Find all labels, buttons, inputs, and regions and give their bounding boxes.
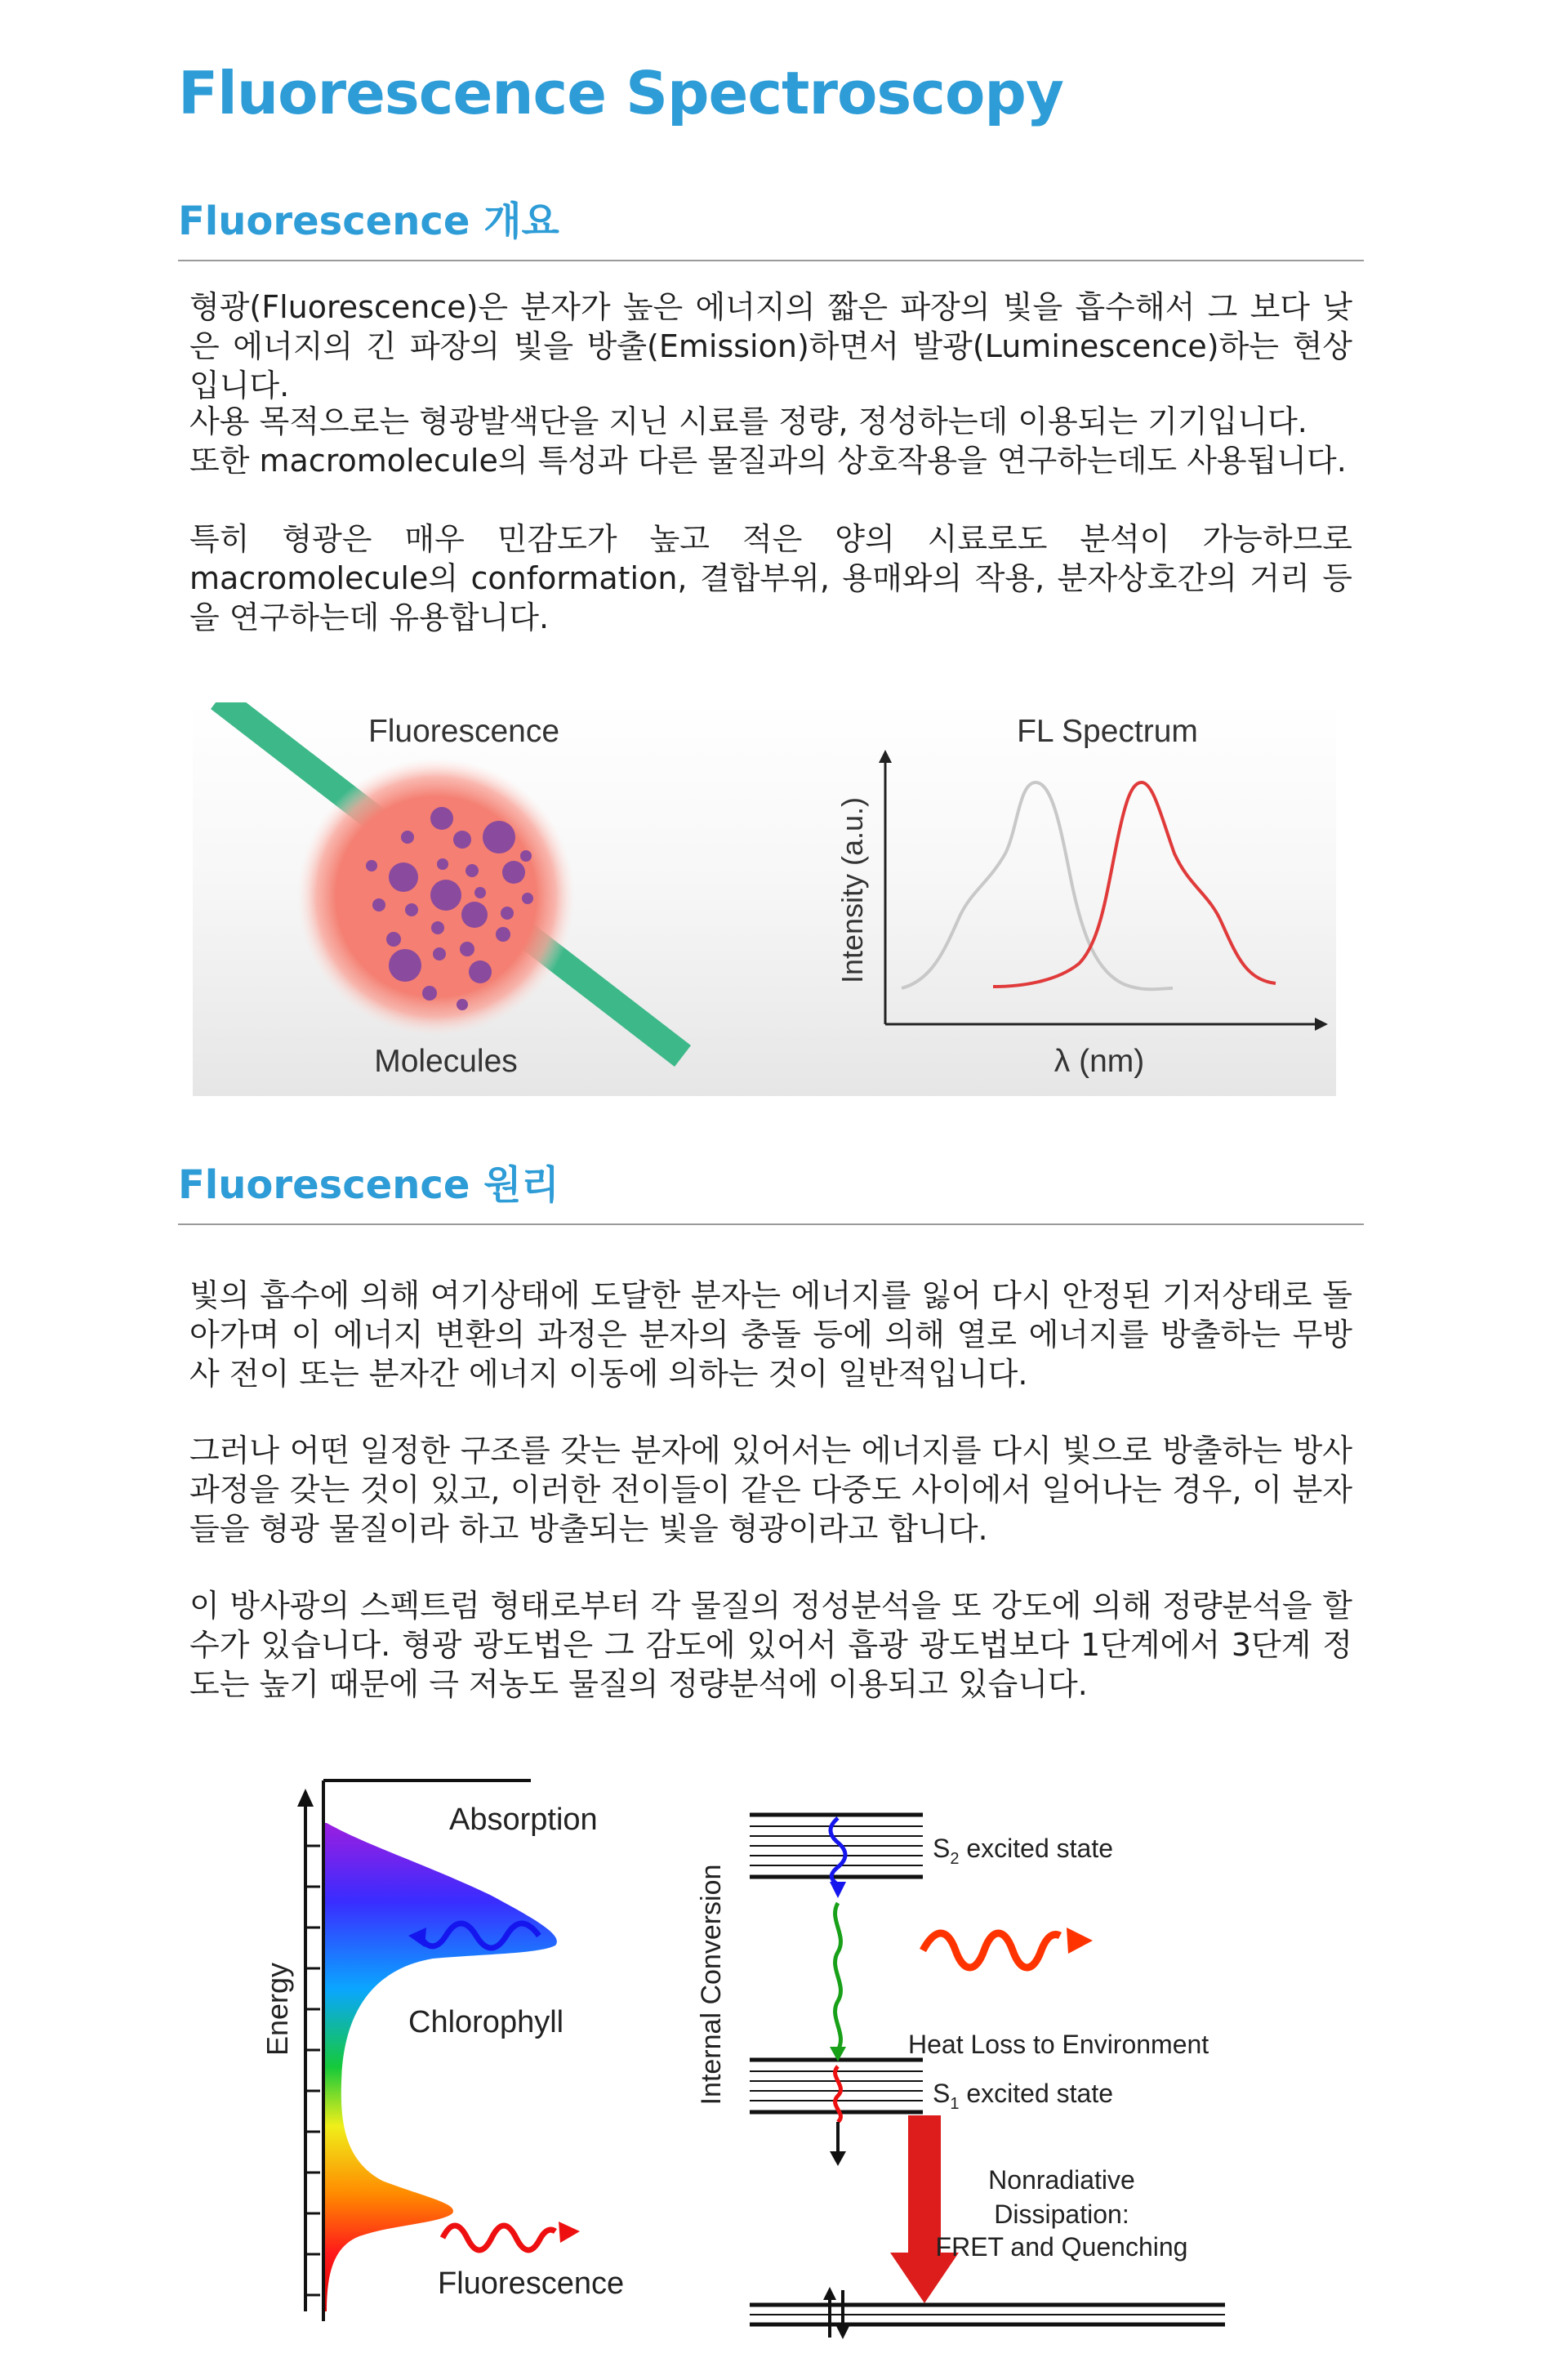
section-heading-principle: Fluorescence 원리 xyxy=(178,1162,559,1208)
spectrum-y-label: Intensity (a.u.) xyxy=(835,796,869,984)
ground-down-arrow-icon xyxy=(836,2326,849,2339)
energy-diagram xyxy=(245,1772,1323,2344)
paragraph-deexcitation: 빛의 흡수에 의해 여기상태에 도달한 분자는 에너지를 잃어 다시 안정된 기저상태로 돌아가며 이 에너지 변환의 과정은 분자의 충돌 등에 의해 열로 에너지를 방출하는 무방사 전이 또는 분자간 에너지 이동에 의하는 것이 일반적입니다. xyxy=(189,1277,1352,1392)
paragraph-analysis: 이 방사광의 스펙트럼 형태로부터 각 물질의 정성분석을 또 강도에 의해 정량분석을 할 수가 있습니다. 형광 광도법은 그 감도에 있어서 흡광 광도법보다 1단계에서 3단계 정도는 높기 때문에 극 저농도 물질의 정량분석에 이용되고 있습니다. xyxy=(189,1588,1352,1702)
chlorophyll-spectrum xyxy=(325,1823,557,2311)
spectrum-title: FL Spectrum xyxy=(1017,714,1198,749)
fluorescence-arrow-icon xyxy=(559,2222,580,2243)
molecule-dot xyxy=(469,960,492,983)
internal-conversion-wave-icon xyxy=(835,1903,841,2050)
molecule-dot xyxy=(430,807,453,830)
molecule-dot xyxy=(366,860,377,871)
molecule-dot xyxy=(502,861,525,884)
dissipation-label: Dissipation: xyxy=(994,2199,1129,2229)
molecule-dot xyxy=(501,907,514,920)
molecule-dot xyxy=(389,862,418,892)
fret-quenching-label: FRET and Quenching xyxy=(935,2232,1188,2262)
fluorescence-wave-icon xyxy=(443,2226,555,2250)
s2-relaxation-wave-icon xyxy=(831,1818,845,1883)
molecule-dot xyxy=(386,932,401,947)
section-heading-overview: Fluorescence 개요 xyxy=(178,198,559,244)
molecule-dot xyxy=(453,831,471,849)
fluorescence-label: Fluorescence xyxy=(438,2266,625,2301)
molecule-dot xyxy=(461,902,488,928)
section-divider xyxy=(178,1223,1364,1225)
chlorophyll-label: Chlorophyll xyxy=(408,2005,564,2039)
heat-loss-arrow-icon xyxy=(1067,1928,1093,1954)
absorption-label: Absorption xyxy=(449,1803,598,1837)
s1-decay-arrow-icon xyxy=(830,2151,846,2166)
molecule-dot xyxy=(431,921,444,934)
molecule-dot xyxy=(405,903,418,916)
molecule-dot xyxy=(496,927,510,942)
molecule-dot xyxy=(457,999,468,1010)
paragraph-sensitivity: 특히 형광은 매우 민감도가 높고 적은 양의 시료로도 분석이 가능하므로 macromolecule의 conformation, 결합부위, 용매와의 작용, 분자상호간의 거리 등을 연구하는데 유용합니다. xyxy=(189,521,1352,635)
energy-label: Energy xyxy=(261,1962,294,2057)
energy-axis-ticks xyxy=(305,1846,320,2295)
molecule-dot xyxy=(466,864,479,877)
internal-conversion-label: Internal Conversion xyxy=(696,1864,727,2106)
molecule-dot xyxy=(437,858,448,870)
heat-loss-label: Heat Loss to Environment xyxy=(908,2030,1209,2059)
paragraph-definition: 형광(Fluorescence)은 분자가 높은 에너지의 짧은 파장의 빛을 흡수해서 그 보다 낮은 에너지의 긴 파장의 빛을 방출(Emission)하면서 발광(Luminescence)하는 현상 입니다. xyxy=(189,289,1352,403)
section-divider xyxy=(178,260,1364,261)
figure-label-fluorescence: Fluorescence xyxy=(368,714,560,749)
ground-levels xyxy=(750,2305,1225,2324)
figure-label-molecules: Molecules xyxy=(374,1044,518,1079)
molecule-dot xyxy=(430,880,461,911)
s1-state-label: $S_1$ excited state xyxy=(933,2079,1114,2113)
heat-loss-wave-icon xyxy=(923,1933,1060,1968)
molecule-dot xyxy=(401,831,414,844)
molecule-dot xyxy=(474,887,486,898)
spectrum-x-label: λ (nm) xyxy=(1054,1044,1145,1079)
molecule-dot xyxy=(422,986,437,1001)
paragraph-purpose: 사용 목적으로는 형광발색단을 지닌 시료를 정량, 정성하는데 이용되는 기기입니다. xyxy=(189,403,1307,439)
molecule-dot xyxy=(483,821,515,853)
paragraph-macromolecule: 또한 macromolecule의 특성과 다른 물질과의 상호작용을 연구하는데도 사용됩니다. xyxy=(189,443,1347,479)
molecule-dot xyxy=(433,947,446,960)
fluorescence-figure xyxy=(193,702,1336,1096)
ground-up-arrow-icon xyxy=(823,2287,836,2300)
molecule-dot xyxy=(520,850,532,862)
molecule-dot xyxy=(460,942,474,956)
s2-arrow-icon xyxy=(830,1882,846,1898)
paragraph-radiative: 그러나 어떤 일정한 구조를 갖는 분자에 있어서는 에너지를 다시 빛으로 방출하는 방사 과정을 갖는 것이 있고, 이러한 전이들이 같은 다중도 사이에서 일어나는 경우, 이 분자들을 형광 물질이라 하고 방출되는 빛을 형광이라고 합니다. xyxy=(189,1433,1352,1547)
molecule-dot xyxy=(372,898,385,911)
molecule-dot xyxy=(389,949,421,982)
molecule-dot xyxy=(522,893,533,904)
page-title: Fluorescence Spectroscopy xyxy=(178,59,1063,127)
energy-axis-arrow-icon xyxy=(297,1789,314,1807)
s2-state-label: $S_2$ excited state xyxy=(933,1834,1114,1868)
nonradiative-label: Nonradiative xyxy=(988,2165,1135,2195)
